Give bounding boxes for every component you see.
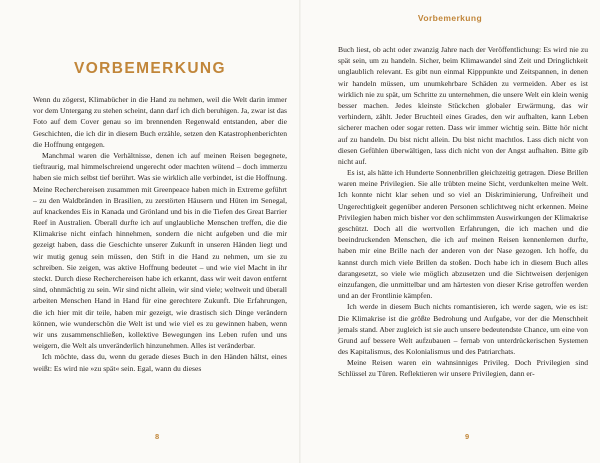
paragraph: Meine Reisen waren ein wahnsinniges Privileg. Doch Privilegien sind Schlüssel zu Türen. Reflektieren wir unsere Privilegien, dann er-: [338, 358, 588, 379]
page-number: 8: [155, 432, 160, 441]
paragraph: Ich möchte, dass du, wenn du gerade dieses Buch in den Händen hältst, eines weißt: Es wird nie »zu spät« sein. Egal, wann du dieses: [33, 352, 287, 373]
chapter-title: VORBEMERKUNG: [73, 60, 226, 77]
paragraph: Es ist, als hätte ich Hunderte Sonnenbrillen gleichzeitig getragen. Diese Brillen waren meine Privilegien. Sie alle trübten meine Sicht, verdunkelten meine Welt. Ich konnte nicht klar sehen und so viel an Diskriminierung, Unfreiheit und Ungerechtigkeit gegenüber anderen Personen schlichtweg nicht erkennen. Meine Privilegien haben mich bisher vor den schlimmsten Auswirkungen der Klimakrise geschützt. Doch all die wertvollen Erfahrungen, die ich machen und die beeindruckenden Menschen, die ich auf meinen Reisen kennenlernen durfte, haben mir eine Brille nach der anderen von der Nase gezogen. Ich hoffe, du kannst durch mich viele Brillen da stoßen. Doch habe ich in diesem Buch alles darangesetzt, so viele wie möglich abzusetzen und die Sichtweisen derjenigen einzufangen, die unmittelbar und am härtesten von dieser Krise getroffen werden und an der Frontlinie kämpfen.: [338, 168, 588, 301]
left-page-body: [33, 94, 287, 374]
right-page: [300, 0, 600, 463]
paragraph: Ich werde in diesem Buch nichts romantisieren, ich werde sagen, wie es ist: Die Klimakrise ist die größte Bedrohung und Aufgabe, vor der die Menschheit jemals stand. Aber zugleich ist sie auch unsere bedeutendste Chance, um eine von Grund auf bessere Welt aufzubauen – fernab von unterdrückerischen Systemen des Kapitalismus, des Kolonialismus und des Patriarchats.: [338, 302, 588, 357]
running-head: Vorbemerkung: [417, 13, 483, 23]
paragraph: Wenn du zögerst, Klimabücher in die Hand zu nehmen, weil die Welt darin immer vor dem Untergang zu stehen scheint, dann darf ich dich beruhigen. Ja, zwar ist das Foto auf dem Cover genau so im brennenden Regenwald entstanden, aber die Geschichten, die ich dir in diesem Buch erzähle, setzen den Katastrophenberichten die Hoffnung entgegen.: [33, 95, 287, 149]
page-number: 9: [465, 432, 470, 441]
paragraph: Buch liest, ob acht oder zwanzig Jahre nach der Veröffentlichung: Es wird nie zu spät sein, um zu handeln. Sicher, beim Klimawandel sind Zeit und Dringlichkeit unglaublich relevant. Es gibt nun einmal Kipppunkte und Zeitspannen, in denen wir handeln müssen, um unumkehrbare Schäden zu vermeiden. Aber es ist wirklich nie zu spät, um Schritte zu unternehmen, die unsere Welt ein klein wenig besser machen. Jedes kleinste Stückchen globaler Erwärmung, das wir verhindern, zählt. Jeder Bruchteil eines Grades, den wir aufhalten, kann Leben sicherer machen oder sogar retten. Dass wir immer wichtig sein. Bitte hör nicht auf zu handeln. Du bist nicht allein. Du bist nicht machtlos. Lass dich nicht von diesen Gefühlen überwältigen, lass dich nicht von der Angst aufhalten. Bitte gib nicht auf.: [338, 45, 588, 166]
paragraph: Manchmal waren die Verhältnisse, denen ich auf meinen Reisen begegnete, tieftraurig, mal himmelschreiend ungerecht oder machten wütend – doch immerzu haben sie mich selbst tief berührt. Was sie wirklich alle verbindet, ist die Hoffnung. Meine Recherchereisen zusammen mit Greenpeace haben mich in Extreme geführt – zu den Waldbränden in Brasilien, zu zerstörten Häusern und Hüten im Senegal, auf knackendes Eis in Kanada und Grönland und bis in die Tiefen des Great Barrier Reef in Australien. Überall durfte ich auf unglaubliche Menschen treffen, die die Klimakrise nicht einfach hinnehmen, sondern die nicht aufgeben und die mir gezeigt haben, dass die Geschichte unserer Zukunft in unseren Händen liegt und wir mutig genug sein müssen, den Stift in die Hand zu nehmen, um sie zu schreiben. Sie zeigen, was aktive Hoffnung bedeutet – und wie viel Macht in ihr steckt. Durch diese Recherchereisen habe ich erkannt, dass wir weit davon entfernt sind, ohnmächtig zu sein. Wir sind nicht allein, wir sind viele; weltweit und überall arbeiten Menschen Hand in Hand für eine gerechtere Zukunft. Die Erfahrungen, die ich hier mit dir teile, haben mir gezeigt, wie drastisch sich Dinge verändern können, wie wunderschön die Welt ist und wie viel es zu gewinnen haben, wenn wir uns zusammenschließen, kollektive Bewegungen ins Leben rufen und uns weigern, die Welt als unveränderlich hinzunehmen. Alles ist veränderbar.: [33, 150, 287, 351]
right-page-body: [338, 44, 588, 380]
